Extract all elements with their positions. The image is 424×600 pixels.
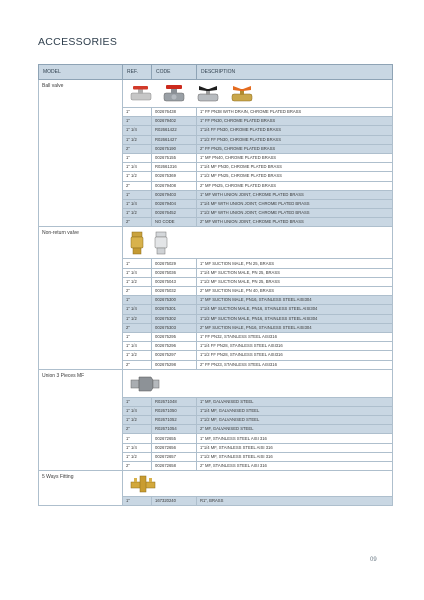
product-images (126, 227, 392, 258)
description-cell: R1", BRASS (197, 497, 393, 506)
ref-cell: 1" 1/2 (123, 351, 152, 360)
code-cell: 002675302 (152, 314, 197, 323)
product-images (126, 370, 392, 397)
description-cell: 1"1/4 FF PN30, CHROME PLATED BRASS (197, 126, 393, 135)
code-cell: 002679408 (152, 181, 197, 190)
code-cell: 002675029 (152, 259, 197, 268)
ref-cell: 1" 1/4 (123, 126, 152, 135)
ball-valve-black-butterfly-icon (196, 84, 220, 104)
ref-cell: 1" (123, 296, 152, 305)
ref-cell: 1" 1/2 (123, 416, 152, 425)
code-cell: 167320240 (152, 497, 197, 506)
description-cell: 1" MF, GALVANISED STEEL (197, 397, 393, 406)
ball-valve-red-handle-icon (130, 85, 152, 103)
header-ref: REF. (123, 65, 152, 80)
section-header-row (39, 80, 393, 108)
five-way-fitting-icon (130, 475, 156, 493)
ref-cell: 1" (123, 108, 152, 117)
code-cell: 002675298 (152, 360, 197, 369)
section-title: Non-return valve (42, 230, 79, 237)
code-cell: 002675300 (152, 296, 197, 305)
description-cell: 1" FF PN30, CHROME PLATED BRASS (197, 117, 393, 126)
steel-check-valve-icon (154, 231, 168, 255)
ref-cell: 1" 1/4 (123, 268, 152, 277)
section-header-row (39, 369, 393, 397)
code-cell: 002679404 (152, 199, 197, 208)
description-cell: 2" MF SUCTION MALE, PN16, STAINLESS STEEL AISI304 (197, 323, 393, 332)
code-cell: 002679403 (152, 190, 197, 199)
table-header-row (39, 65, 393, 80)
code-cell: 002675303 (152, 323, 197, 332)
page-title: ACCESSORIES (38, 36, 118, 48)
ref-cell: 1" (123, 434, 152, 443)
code-cell: 002675296 (152, 342, 197, 351)
section-title: 5 Ways Fitting (42, 474, 74, 481)
union-fitting-icon (130, 374, 160, 394)
ref-cell: 1" 1/2 (123, 135, 152, 144)
description-cell: 1"1/2 MF, GALVANISED STEEL (197, 416, 393, 425)
description-cell: 1" MF SUCTION MALE, PN 25, BRASS (197, 259, 393, 268)
section-images-cell (123, 369, 393, 397)
description-cell: 2" MF, GALVANISED STEEL (197, 425, 393, 434)
section-title: Ball valve (42, 83, 64, 89)
description-cell: 1"1/2 MF PN25, CHROME PLATED BRASS (197, 172, 393, 181)
section-model-cell (39, 80, 123, 227)
code-cell: R02671048 (152, 397, 197, 406)
ref-cell: 1" 1/4 (123, 305, 152, 314)
ball-valve-orange-butterfly-icon (230, 84, 254, 104)
code-cell: 002675301 (152, 305, 197, 314)
header-model: MODEL (39, 65, 123, 80)
code-cell: R02661316 (152, 163, 197, 172)
ref-cell: 1" 1/4 (123, 443, 152, 452)
ref-cell: 1" 1/4 (123, 342, 152, 351)
section-images-cell (123, 471, 393, 497)
ref-cell: 1" (123, 397, 152, 406)
page-number: 09 (370, 557, 377, 563)
ref-cell: 1" (123, 190, 152, 199)
code-cell: 002679402 (152, 117, 197, 126)
code-cell: R02671050 (152, 406, 197, 415)
code-cell: R02671054 (152, 425, 197, 434)
code-cell: 002676438 (152, 108, 197, 117)
code-cell: 002675036 (152, 268, 197, 277)
ref-cell: 2" (123, 462, 152, 471)
description-cell: 1" MF SUCTION MALE, PN16, STAINLESS STEEL AISI304 (197, 296, 393, 305)
description-cell: 1"1/4 FF PN28, STAINLESS STEEL AISI316 (197, 342, 393, 351)
product-images (126, 80, 392, 107)
table-body (39, 80, 393, 506)
code-cell: 002675297 (152, 351, 197, 360)
description-cell: 1" MF WITH UNION JOINT, CHROME PLATED BRASS (197, 190, 393, 199)
ref-cell: 1" 1/2 (123, 277, 152, 286)
description-cell: 1" MF PN40, CHROME PLATED BRASS (197, 153, 393, 162)
ref-cell: 2" (123, 287, 152, 296)
section-title: Union 3 Pieces MF (42, 372, 85, 379)
description-cell: 1"1/4 MF, STAINLESS STEEL AISI 316 (197, 443, 393, 452)
ball-valve-red-lever-icon (162, 84, 186, 104)
description-cell: 1"1/2 FF PN30, CHROME PLATED BRASS (197, 135, 393, 144)
section-images-cell (123, 80, 393, 108)
code-cell: R02671052 (152, 416, 197, 425)
ref-cell: 2" (123, 323, 152, 332)
header-code: CODE (152, 65, 197, 80)
description-cell: 1"1/4 MF WITH UNION JOINT, CHROME PLATED BRASS (197, 199, 393, 208)
description-cell: 2" FF PN23, STAINLESS STEEL AISI316 (197, 360, 393, 369)
ref-cell: 1" 1/2 (123, 314, 152, 323)
description-cell: 1" FF PN38 WITH DRAIN, CHROME PLATED BRASS (197, 108, 393, 117)
code-cell: 002672655 (152, 434, 197, 443)
description-cell: 2" MF, STAINLESS STEEL AISI 316 (197, 462, 393, 471)
ref-cell: 1" 1/4 (123, 163, 152, 172)
description-cell: 1" FF PN32, STAINLESS STEEL AISI316 (197, 332, 393, 341)
ref-cell: 1" 1/2 (123, 452, 152, 461)
section-model-cell (39, 471, 123, 506)
code-cell: 002675369 (152, 172, 197, 181)
ref-cell: 1" (123, 117, 152, 126)
description-cell: 2" MF SUCTION MALE, PN 40, BRASS (197, 287, 393, 296)
ref-cell: 1" 1/2 (123, 172, 152, 181)
code-cell: 002676452 (152, 209, 197, 218)
description-cell: 2" MF WITH UNION JOINT, CHROME PLATED BRASS (197, 218, 393, 227)
code-cell: 002672657 (152, 452, 197, 461)
accessories-table (38, 64, 393, 506)
ref-cell: 1" (123, 259, 152, 268)
description-cell: 1"1/4 MF SUCTION MALE, PN16, STAINLESS STEEL AISI304 (197, 305, 393, 314)
ref-cell: 1" 1/2 (123, 209, 152, 218)
section-model-cell (39, 369, 123, 471)
code-cell: 002675043 (152, 277, 197, 286)
code-cell: 002675032 (152, 287, 197, 296)
header-description: DESCRIPTION (197, 65, 393, 80)
description-cell: 1" MF, STAINLESS STEEL AISI 316 (197, 434, 393, 443)
section-images-cell (123, 227, 393, 259)
description-cell: 1"1/2 FF PN28, STAINLESS STEEL AISI316 (197, 351, 393, 360)
description-cell: 1"1/2 MF SUCTION MALE, PN16, STAINLESS STEEL AISI304 (197, 314, 393, 323)
ref-cell: 2" (123, 181, 152, 190)
ref-cell: 1" (123, 332, 152, 341)
ref-cell: 2" (123, 218, 152, 227)
code-cell: 002672656 (152, 443, 197, 452)
description-cell: 1"1/2 MF, STAINLESS STEEL AISI 316 (197, 452, 393, 461)
ref-cell: 2" (123, 425, 152, 434)
section-model-cell (39, 227, 123, 369)
ref-cell: 1" (123, 497, 152, 506)
description-cell: 1"1/2 MF WITH UNION JOINT, CHROME PLATED BRASS (197, 209, 393, 218)
product-images (126, 471, 392, 496)
accessories-table-wrapper (38, 64, 392, 506)
code-cell: R02661427 (152, 135, 197, 144)
ref-cell: 2" (123, 360, 152, 369)
code-cell: 002675155 (152, 153, 197, 162)
description-cell: 2" MF PN25, CHROME PLATED BRASS (197, 181, 393, 190)
description-cell: 1"1/2 MF SUCTION MALE, PN 25, BRASS (197, 277, 393, 286)
description-cell: 1"1/4 MF, GALVANISED STEEL (197, 406, 393, 415)
section-header-row (39, 471, 393, 497)
code-cell: NO CODE (152, 218, 197, 227)
ref-cell: 2" (123, 144, 152, 153)
code-cell: 002675190 (152, 144, 197, 153)
brass-check-valve-icon (130, 231, 144, 255)
description-cell: 2" FF PN25, CHROME PLATED BRASS (197, 144, 393, 153)
code-cell: 002675295 (152, 332, 197, 341)
code-cell: 002672658 (152, 462, 197, 471)
description-cell: 1"1/4 MF PN30, CHROME PLATED BRASS (197, 163, 393, 172)
description-cell: 1"1/4 MF SUCTION MALE, PN 25, BRASS (197, 268, 393, 277)
ref-cell: 1" 1/4 (123, 406, 152, 415)
ref-cell: 1" (123, 153, 152, 162)
code-cell: R02661422 (152, 126, 197, 135)
section-header-row (39, 227, 393, 259)
ref-cell: 1" 1/4 (123, 199, 152, 208)
